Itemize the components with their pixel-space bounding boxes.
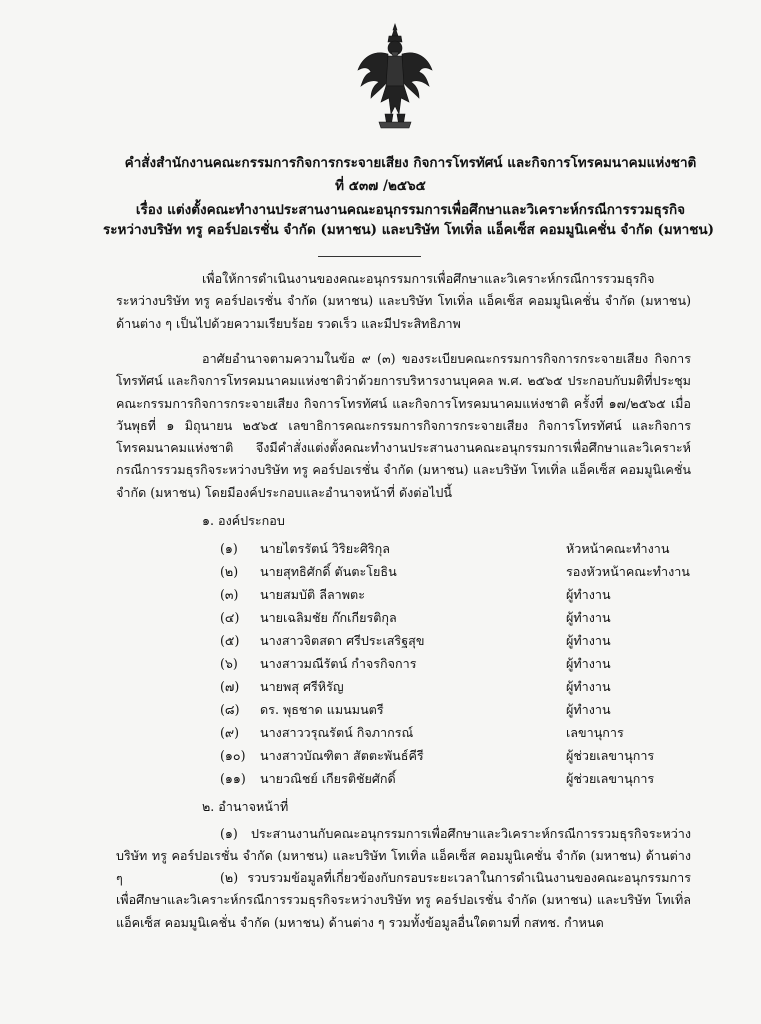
member-row — [220, 676, 690, 698]
member-name: ดร. พุธชาด แมนมนตรี — [260, 702, 384, 717]
duty-text: (๒) รวบรวมข้อมูลที่เกี่ยวข้องกับกรอบระยะเวลาในการดำเนินงานของคณะอนุกรรมการเพื่อศึกษาและวิเคราะห์กรณีการรวมธุรกิจระหว่างบริษัท ทรู คอร์ปอเรชั่น จำกัด (มหาชน) และบริษัท โทเทิ่ล แอ็คเซ็ส คอมมูนิเคชั่น จำกัด (มหาชน) ด้านต่าง ๆ รวมทั้งข้อมูลอื่นใดตามที่ กสทช. กำหนด — [116, 870, 691, 930]
member-role: ผู้ช่วยเลขานุการ — [566, 771, 655, 786]
member-row — [220, 584, 690, 606]
member-role: ผู้ทำงาน — [566, 679, 611, 694]
member-row — [220, 722, 690, 744]
member-role: ผู้ทำงาน — [566, 633, 611, 648]
member-number: (๙) — [220, 725, 240, 740]
order-subject-line2: ระหว่างบริษัท ทรู คอร์ปอเรชั่น จำกัด (มหาชน) และบริษัท โทเทิ่ล แอ็คเซ็ส คอมมูนิเคชั่น จำกัด (มหาชน) — [102, 222, 715, 238]
member-role: ผู้ทำงาน — [566, 702, 611, 717]
member-name: นายสมบัติ ลีลาพตะ — [260, 587, 365, 602]
order-issuer-title: คำสั่งสำนักงานคณะกรรมการกิจการกระจายเสียง กิจการโทรทัศน์ และกิจการโทรคมนาคมแห่งชาติ — [124, 155, 697, 171]
member-number: (๑๐) — [220, 748, 246, 763]
section-duties-title: ๒. อำนาจหน้าที่ — [202, 799, 289, 814]
member-role: ผู้ทำงาน — [566, 610, 611, 625]
member-row — [220, 653, 690, 675]
member-name: นายสุทธิศักดิ์ ตันตะโยธิน — [260, 564, 397, 579]
member-number: (๗) — [220, 679, 240, 694]
member-row — [220, 630, 690, 652]
member-number: (๓) — [220, 587, 239, 602]
member-name: นายวณิชย์ เกียรติชัยศักดิ์ — [260, 771, 396, 786]
member-name: นายพสุ ศรีหิรัญ — [260, 679, 344, 694]
member-row — [220, 538, 690, 560]
member-role: เลขานุการ — [566, 725, 624, 740]
paragraph-text: เพื่อให้การดำเนินงานของคณะอนุกรรมการเพื่อศึกษาและวิเคราะห์กรณีการรวมธุรกิจระหว่างบริษัท ทรู คอร์ปอเรชั่น จำกัด (มหาชน) และบริษัท โทเทิ่ล แอ็คเซ็ส คอมมูนิเคชั่น จำกัด (มหาชน) ด้านต่าง ๆ เป็นไปด้วยความเรียบร้อย รวดเร็ว และมีประสิทธิภาพ — [116, 271, 691, 331]
duty-text: (๑) ประสานงานกับคณะอนุกรรมการเพื่อศึกษาและวิเคราะห์กรณีการรวมธุรกิจระหว่างบริษัท ทรู คอร์ปอเรชั่น จำกัด (มหาชน) และบริษัท โทเทิ่ล แอ็คเซ็ส คอมมูนิเคชั่น จำกัด (มหาชน) ด้านต่าง ๆ — [116, 826, 691, 886]
member-row — [220, 699, 690, 721]
member-role: หัวหน้าคณะทำงาน — [566, 541, 670, 556]
member-role: ผู้ทำงาน — [566, 656, 611, 671]
intro-paragraph — [116, 268, 691, 335]
member-number: (๔) — [220, 610, 240, 625]
member-number: (๑) — [220, 541, 238, 556]
paragraph-text: อาศัยอำนาจตามความในข้อ ๙ (๓) ของระเบียบคณะกรรมการกิจการกระจายเสียง กิจการโทรทัศน์ และกิจการโทรคมนาคมแห่งชาติว่าด้วยการบริหารงานบุคคล พ.ศ. ๒๕๖๕ ประกอบกับมติที่ประชุมคณะกรรมการกิจการกระจายเสียง กิจการโทรทัศน์ และกิจการโทรคมนาคมแห่งชาติ ครั้งที่ ๑๗/๒๕๖๕ เมื่อวันพุธที่ ๑ มิถุนายน ๒๕๖๕ เลขาธิการคณะกรรมการกิจการกระจายเสียง กิจการโทรทัศน์ และกิจการโทรคมนาคมแห่งชาติ จึงมีคำสั่งแต่งตั้งคณะทำงานประสานงานคณะอนุกรรมการเพื่อศึกษาและวิเคราะห์กรณีการรวมธุรกิจระหว่างบริษัท ทรู คอร์ปอเรชั่น จำกัด (มหาชน) และบริษัท โทเทิ่ล แอ็คเซ็ส คอมมูนิเคชั่น จำกัด (มหาชน) โดยมีองค์ประกอบและอำนาจหน้าที่ ดังต่อไปนี้ — [116, 351, 691, 500]
order-subject-line1: เรื่อง แต่งตั้งคณะทำงานประสานงานคณะอนุกรรมการเพื่อศึกษาและวิเคราะห์กรณีการรวมธุรกิจ — [135, 202, 686, 218]
member-row — [220, 745, 690, 767]
order-number: ที่ ๕๓๗ /๒๕๖๕ — [335, 178, 426, 194]
member-number: (๕) — [220, 633, 240, 648]
member-name: นางสาวบัณฑิตา สัตตะพันธ์คีรี — [260, 748, 424, 763]
section-composition-title: ๑. องค์ประกอบ — [202, 513, 285, 528]
member-name: นางสาวจิตสดา ศรีประเสริฐสุข — [260, 633, 425, 648]
member-name: นายไตรรัตน์ วิริยะศิริกุล — [260, 541, 390, 556]
member-number: (๘) — [220, 702, 240, 717]
authority-paragraph — [116, 348, 691, 504]
member-role: ผู้ทำงาน — [566, 587, 611, 602]
member-name: นายเฉลิมชัย ก๊กเกียรติกุล — [260, 610, 397, 625]
header-divider — [318, 256, 421, 257]
garuda-emblem-icon — [355, 22, 435, 130]
member-number: (๑๑) — [220, 771, 246, 786]
member-row — [220, 768, 690, 790]
member-number: (๒) — [220, 564, 239, 579]
member-row — [220, 607, 690, 629]
member-name: นางสาววรุณรัตน์ กิจภากรณ์ — [260, 725, 414, 740]
member-role: รองหัวหน้าคณะทำงาน — [566, 564, 690, 579]
member-role: ผู้ช่วยเลขานุการ — [566, 748, 655, 763]
member-name: นางสาวมณีรัตน์ กำจรกิจการ — [260, 656, 417, 671]
member-row — [220, 561, 690, 583]
member-number: (๖) — [220, 656, 238, 671]
duty-item — [116, 867, 691, 934]
